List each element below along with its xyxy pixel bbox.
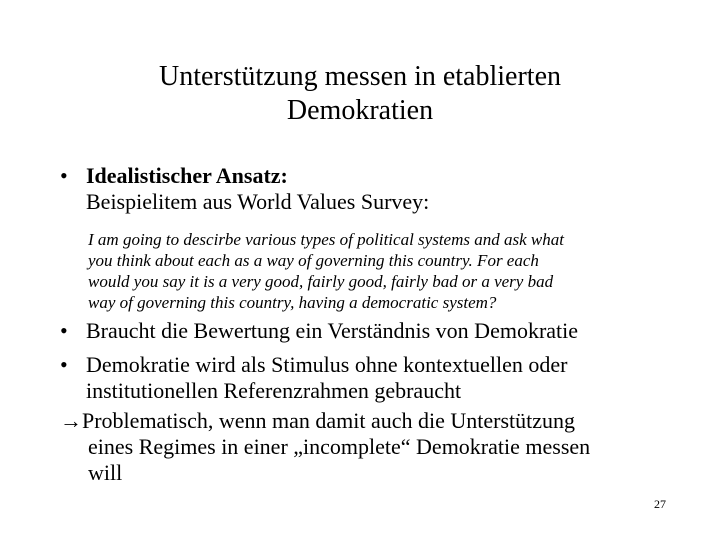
bullet-marker: • — [60, 352, 68, 377]
survey-quote-line-2: you think about each as a way of governing this country. For each — [88, 251, 539, 270]
conclusion-line-1: →Problematisch, wenn man damit auch die Unterstützung — [60, 408, 576, 433]
bullet-text-line-1: Demokratie wird als Stimulus ohne kontextuellen oder — [86, 352, 568, 377]
slide-title-line-2: Demokratien — [286, 95, 434, 126]
survey-quote-line-1: I am going to descirbe various types of political systems and ask what — [88, 230, 564, 249]
bullet-text — [86, 318, 578, 344]
conclusion-line-2: eines Regimes in einer „incomplete“ Demokratie messen — [88, 434, 591, 459]
page-number: 27 — [654, 497, 666, 511]
bullet-marker: • — [60, 163, 68, 188]
bullet-marker: • — [60, 318, 68, 343]
survey-quote-line-4: way of governing this country, having a democratic system? — [88, 293, 497, 312]
bullet-text-line: Braucht die Bewertung ein Verständnis von Demokratie — [86, 318, 579, 343]
bullet-subtext: Beispielitem aus World Values Survey: — [86, 189, 430, 214]
survey-quote — [88, 229, 678, 313]
bullet-understanding — [60, 318, 680, 346]
bullet-text — [86, 352, 567, 404]
bullet-text-line-2: institutionellen Referenzrahmen gebraucht — [86, 378, 462, 403]
bullet-idealistic-approach — [60, 163, 680, 223]
survey-quote-line-3: would you say it is a very good, fairly good, fairly bad or a very bad — [88, 272, 554, 291]
conclusion-arrow-item — [60, 408, 680, 486]
slide-title-line-1: Unterstützung messen in etablierten — [159, 61, 561, 92]
bullet-stimulus — [60, 352, 680, 408]
bullet-text — [86, 163, 429, 215]
bullet-heading: Idealistischer Ansatz: — [86, 163, 288, 188]
slide-title — [60, 60, 660, 128]
conclusion-line-3: will — [88, 460, 123, 485]
